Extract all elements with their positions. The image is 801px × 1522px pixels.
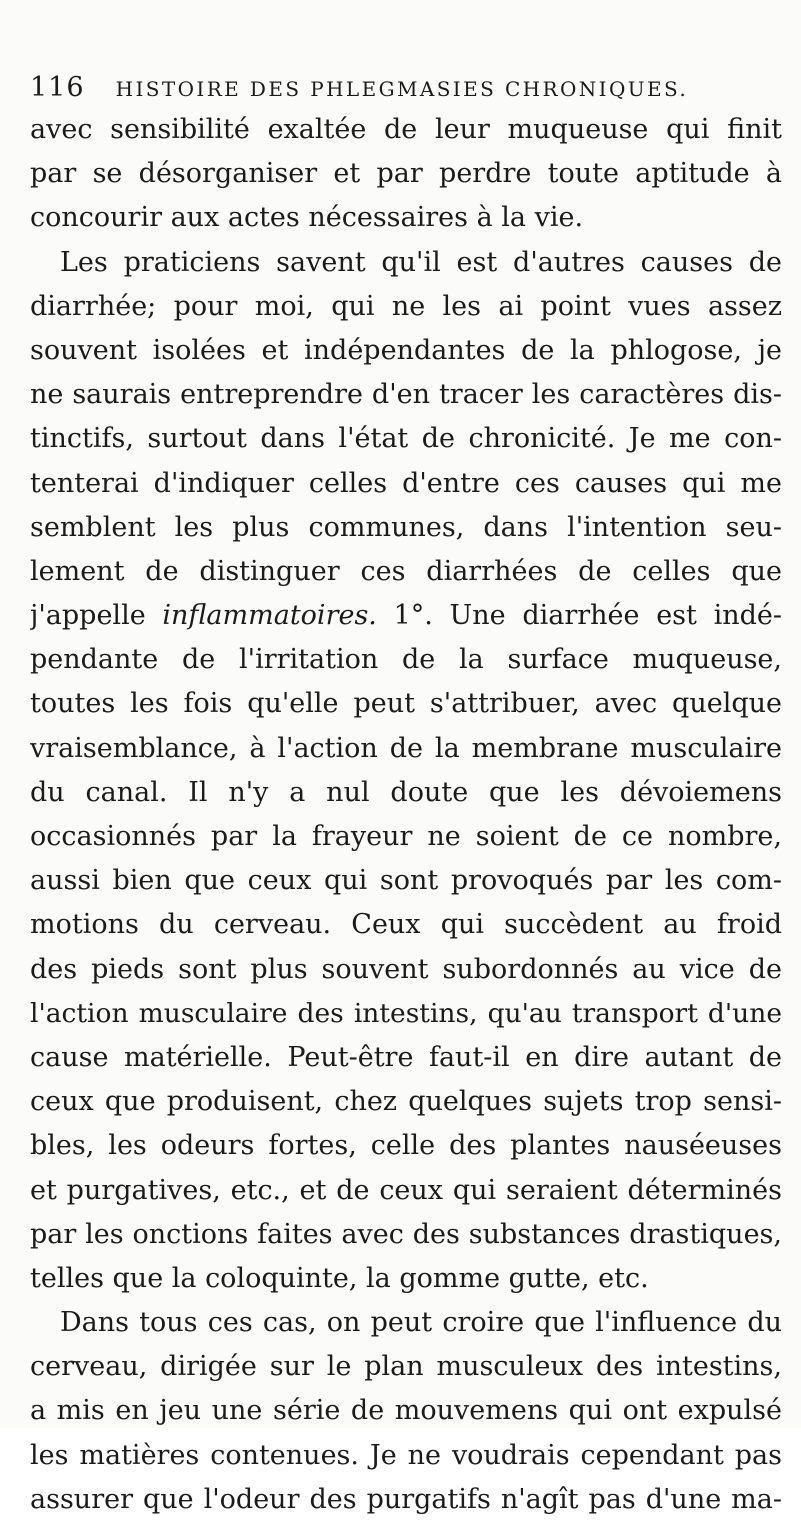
text-line: vraisemblance, à l'action de la membrane musculaire <box>30 732 782 764</box>
text-line: les matières contenues. Je ne voudrais cependant pas <box>30 1439 782 1471</box>
italic-term: inflammatoires. <box>162 600 377 632</box>
text-line: du canal. Il n'y a nul doute que les dévoiemens <box>30 776 782 808</box>
text-line: par les onctions faites avec des substances drastiques, <box>30 1218 782 1250</box>
text-line: diarrhée; pour moi, qui ne les ai point vues assez <box>30 290 782 322</box>
text-line: par se désorganiser et par perdre toute aptitude à <box>30 158 782 190</box>
text-fragment: j'appelle <box>30 600 163 632</box>
text-line: lement de distinguer ces diarrhées de celles que <box>30 555 782 587</box>
text-line: occasionnés par la frayeur ne soient de ce nombre, <box>30 821 782 852</box>
text-line: bles, les odeurs fortes, celle des plantes nauséeuses <box>30 1130 782 1162</box>
text-line: et purgatives, etc., et de ceux qui seraient déterminés <box>30 1174 782 1206</box>
text-line: pendante de l'irritation de la surface muqueuse, <box>30 644 782 676</box>
text-line: assurer que l'odeur des purgatifs n'agît pas d'une ma- <box>30 1483 782 1515</box>
text-line: concourir aux actes nécessaires à la vie. <box>30 202 584 234</box>
text-line: motions du cerveau. Ceux qui succèdent au froid <box>30 909 782 941</box>
text-line: Les praticiens savent qu'il est d'autres causes de <box>60 246 782 278</box>
body-text <box>30 108 782 1522</box>
text-line: souvent isolées et indépendantes de la phlogose, je <box>30 334 782 366</box>
text-line: Dans tous ces cas, on peut croire que l'influence du <box>60 1307 782 1339</box>
text-line: semblent les plus communes, dans l'intention seu- <box>30 511 782 543</box>
text-line: a mis en jeu une série de mouvemens qui ont expulsé <box>30 1395 782 1427</box>
text-line: l'action musculaire des intestins, qu'au transport d'une <box>30 997 782 1029</box>
text-line: cerveau, dirigée sur le plan musculeux des intestins, <box>30 1351 782 1383</box>
text-line: ne saurais entreprendre d'en tracer les caractères dis- <box>30 379 782 411</box>
page-number: 116 <box>30 72 85 103</box>
text-line: ceux que produisent, chez quelques sujets trop sensi- <box>30 1086 782 1118</box>
text-fragment: 1°. Une diarrhée est indé- <box>376 600 782 632</box>
running-title: HISTOIRE DES PHLEGMASIES CHRONIQUES. <box>115 77 689 101</box>
text-line: tinctifs, surtout dans l'état de chronicité. Je me con- <box>30 423 782 455</box>
text-line: telles que la coloquinte, la gomme gutte, etc. <box>30 1262 649 1294</box>
text-line: cause matérielle. Peut-être faut-il en dire autant de <box>30 1041 782 1073</box>
text-line: toutes les fois qu'elle peut s'attribuer, avec quelque <box>30 688 782 720</box>
page-header <box>30 72 770 112</box>
text-line: des pieds sont plus souvent subordonnés au vice de <box>30 953 782 985</box>
text-line-with-italic <box>30 594 782 638</box>
text-line: avec sensibilité exaltée de leur muqueuse qui finit <box>30 114 782 145</box>
text-line: aussi bien que ceux qui sont provoqués par les com- <box>30 865 782 897</box>
text-line: tenterai d'indiquer celles d'entre ces causes qui me <box>30 467 782 499</box>
